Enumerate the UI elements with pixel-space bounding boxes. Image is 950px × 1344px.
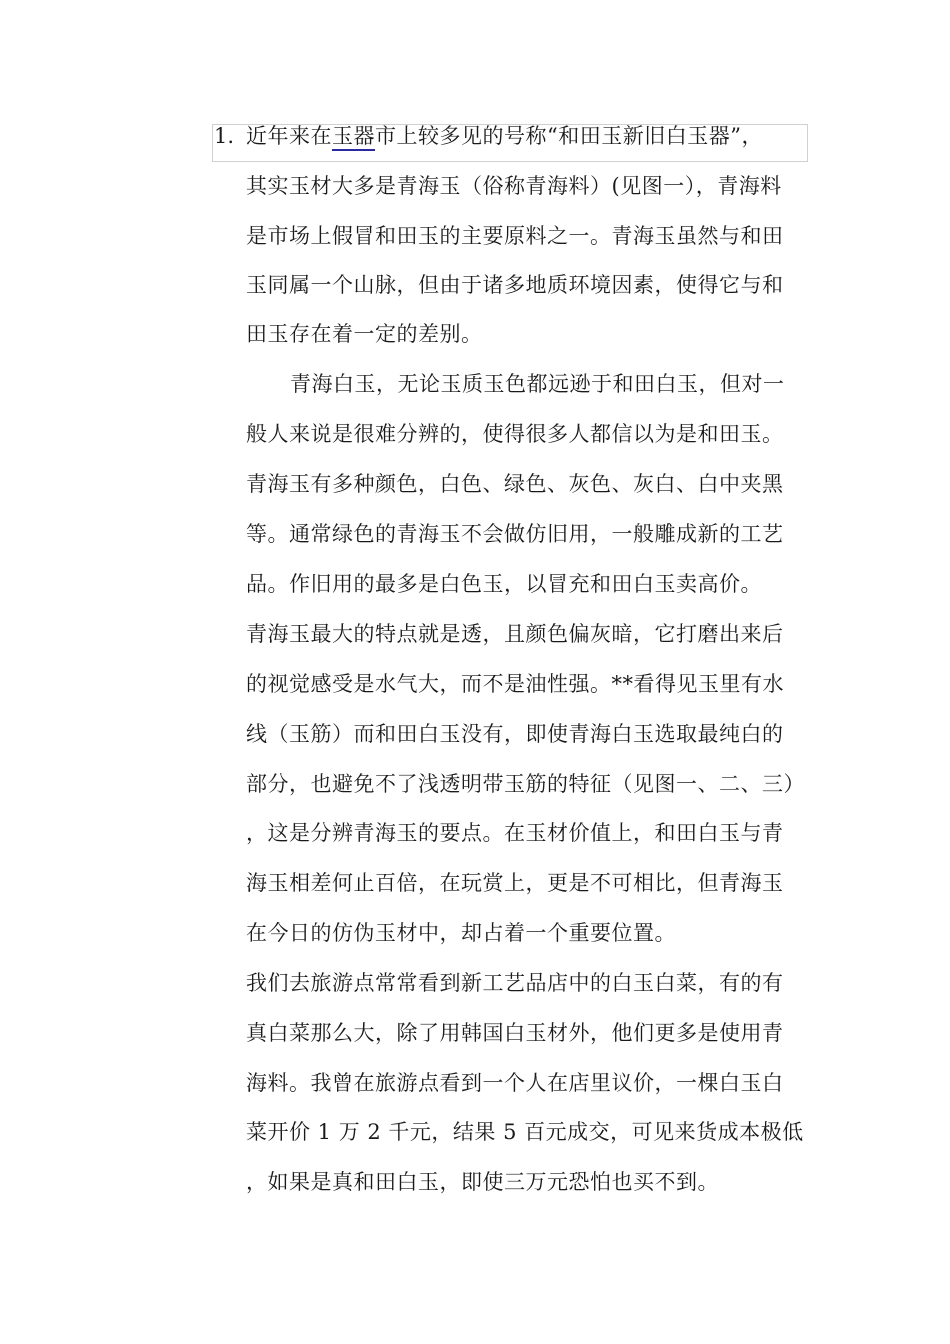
text-line-21: 菜开价 1 万 2 千元，结果 5 百元成交，可见来货成本极低 xyxy=(246,1120,804,1144)
underlined-word: 玉器 xyxy=(332,124,375,151)
list-number: 1. xyxy=(214,124,235,148)
text-line-1 xyxy=(246,121,816,151)
text-line-7: 般人来说是很难分辨的，使得很多人都信以为是和田玉。 xyxy=(246,422,784,446)
text-line-15: ，这是分辨青海玉的要点。在玉材价值上，和田白玉与青 xyxy=(246,821,784,845)
text-line-11: 青海玉最大的特点就是透，且颜色偏灰暗，它打磨出来后 xyxy=(246,622,784,646)
text-line-3: 是市场上假冒和田玉的主要原料之一。青海玉虽然与和田 xyxy=(246,224,784,248)
text-line-18: 我们去旅游点常常看到新工艺品店中的白玉白菜，有的有 xyxy=(246,971,784,995)
text-line-4: 玉同属一个山脉，但由于诸多地质环境因素，使得它与和 xyxy=(246,273,784,297)
text-line-22: ，如果是真和田白玉，即使三万元恐怕也买不到。 xyxy=(246,1170,719,1194)
text-line-14: 部分，也避免不了浅透明带玉筋的特征（见图一、二、三） xyxy=(246,772,805,796)
text-line-6: 青海白玉，无论玉质玉色都远逊于和田白玉，但对一 xyxy=(290,372,785,396)
text-line-9: 等。通常绿色的青海玉不会做仿旧用，一般雕成新的工艺 xyxy=(246,522,784,546)
text-segment: 近年来在 xyxy=(246,124,332,148)
text-line-19: 真白菜那么大，除了用韩国白玉材外，他们更多是使用青 xyxy=(246,1021,784,1045)
text-line-20: 海料。我曾在旅游点看到一个人在店里议价，一棵白玉白 xyxy=(246,1071,784,1095)
text-segment: 市上较多见的号称“和田玉新旧白玉器”， xyxy=(375,124,763,148)
text-line-2: 其实玉材大多是青海玉（俗称青海料）(见图一），青海料 xyxy=(246,174,782,198)
text-line-8: 青海玉有多种颜色，白色、绿色、灰色、灰白、白中夹黑 xyxy=(246,472,784,496)
text-line-10: 品。作旧用的最多是白色玉，以冒充和田白玉卖高价。 xyxy=(246,572,762,596)
text-line-16: 海玉相差何止百倍，在玩赏上，更是不可相比，但青海玉 xyxy=(246,871,784,895)
text-line-12: 的视觉感受是水气大，而不是油性强。**看得见玉里有水 xyxy=(246,672,784,696)
text-line-5: 田玉存在着一定的差别。 xyxy=(246,322,483,346)
text-line-17: 在今日的仿伪玉材中，却占着一个重要位置。 xyxy=(246,921,676,945)
text-line-13: 线（玉筋）而和田白玉没有，即使青海白玉选取最纯白的 xyxy=(246,722,784,746)
